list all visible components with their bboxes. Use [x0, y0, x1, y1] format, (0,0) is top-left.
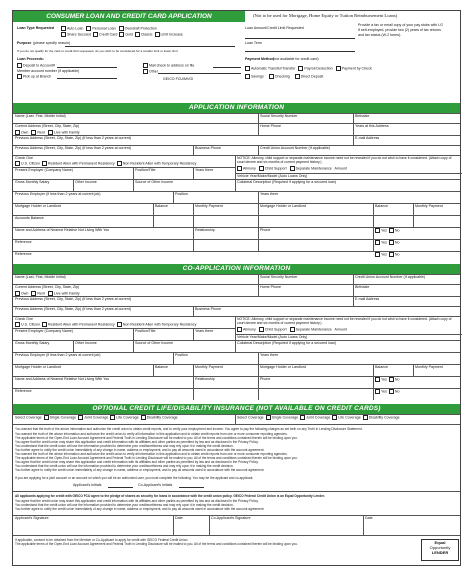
co-birthdate-label: Birthdate: [355, 285, 370, 289]
savings-checkbox[interactable]: [245, 74, 250, 79]
app-relatives-label: Name and Address of Nearest Relative Not Living With You: [15, 228, 110, 232]
co-mortgage-2-label: Mortgage Holder or Landlord: [260, 365, 306, 369]
coapplicant-signature-label: Co-Applicant's Signature: [211, 516, 251, 520]
app-yes-checkbox[interactable]: [375, 228, 380, 233]
app-alimony-checkbox[interactable]: [237, 166, 242, 171]
co-no-2-checkbox[interactable]: [389, 389, 394, 394]
app-balance-2-label: Balance: [375, 204, 388, 208]
co-other-income-label: Other Income: [75, 341, 97, 345]
co-type-label: Check One: [15, 317, 33, 321]
purpose-hint: (please specify reason): [33, 41, 71, 45]
co-relatives-label: Name and Address of Nearest Relative Not Living With You: [15, 377, 110, 381]
amount-field[interactable]: [245, 38, 355, 39]
payroll-checkbox[interactable]: [298, 66, 303, 71]
ins-app-row: Select Coverage Single Coverage Joint Coverage Life Coverage Disability Coverage: [15, 415, 178, 420]
other-checkbox[interactable]: [143, 69, 148, 74]
co-mortgage-label: Mortgage Holder or Landlord: [15, 365, 61, 369]
credit-card-checkbox[interactable]: [93, 32, 98, 37]
co-collateral-label: Collateral Description (Required if applying for a secured loan): [237, 341, 337, 345]
co-reference-label: Reference: [15, 389, 32, 393]
disclosure-para-8: You agree that the credit union may share this application and credit information with its affiliates and other parties as permitted by law and as disclosed in the Privacy Policy.: [15, 460, 259, 464]
app-monthly-label: Monthly Payment: [195, 204, 223, 208]
app-yes-no-2: Yes No: [375, 240, 399, 245]
footer-text: The applicable terms of the Open-End Loan Account Agreement and Federal Truth in Lending Disclosure will be mailed to you. All of the terms and conditions contained therein will be binding upon you.: [15, 542, 298, 546]
other-option: Other: [143, 69, 158, 74]
amount-label: Loan Amount/Credit Limit Requested: [245, 26, 304, 30]
pickup-checkbox[interactable]: [17, 74, 22, 79]
purpose-field[interactable]: [65, 46, 235, 47]
ins-co-joint-checkbox[interactable]: [300, 415, 305, 420]
app-yes-2-checkbox[interactable]: [375, 240, 380, 245]
co-sep-maint-checkbox[interactable]: [290, 327, 295, 332]
application-info-header: APPLICATION INFORMATION: [13, 103, 460, 113]
auto-transfer-checkbox[interactable]: [245, 66, 250, 71]
app-birthdate-label: Birthdate: [355, 114, 370, 118]
co-alimony-checkbox[interactable]: [237, 327, 242, 332]
mail-option: Mail check to address on file: [143, 63, 194, 68]
app-no-checkbox[interactable]: [389, 228, 394, 233]
co-alimony-row: Alimony Child Support Separate Maintenance Amount: [237, 327, 347, 332]
app-prev-address-2: Previous Address (Street, City, State, Zip) (If less than 2 years at current): [15, 146, 131, 150]
share-secured-checkbox[interactable]: [61, 32, 66, 37]
co-position-label: Position/Title: [135, 329, 156, 333]
co-address-label: Current Address (Street, City, State, Zip): [15, 285, 80, 289]
co-name-label: Name (Last, First, Middle Initial): [15, 275, 66, 279]
disclosure-para-2: The applicable terms of the Open-End Loan Account Agreement and Federal Truth in Lending Disclosure will be mailed to you. All of the terms and conditions contained therein will be binding upon you.: [15, 436, 298, 440]
signature-date-label: Date: [175, 516, 183, 520]
app-phone-label: Phone: [260, 228, 271, 232]
disclosure-para-5: You further agree to notify the credit union immediately of any change in name, address or employment, and to pay all amounts owed in accordance with the account agreement.: [15, 448, 265, 452]
ins-co-single-checkbox[interactable]: [266, 415, 271, 420]
check-payment-checkbox[interactable]: [336, 66, 341, 71]
co-years-label: Years there: [195, 329, 214, 333]
proceeds-label: Loan Proceeds:: [17, 57, 44, 61]
disclosure-para-4: You understand that the credit union will use the information provided to determine your creditworthiness and may rely upon it in making the credit decision.: [15, 444, 234, 448]
personal-loan-checkbox[interactable]: [86, 26, 91, 31]
app-own-rent: Own Rent Live with Family: [15, 130, 80, 135]
ins-co-disability-checkbox[interactable]: [363, 415, 368, 420]
app-yes-no: Yes No: [375, 228, 399, 233]
equal-housing-logo: Equal Opportunity LENDER: [421, 539, 459, 561]
co-cu-account-label: Credit Union Account Number (If applicable): [355, 275, 426, 279]
co-yes-checkbox[interactable]: [375, 377, 380, 382]
disclosure-para-7: The applicable terms of the Open-End Loan Account Agreement and Federal Truth in Lending Disclosure will be mailed to you. All of the terms and conditions contained therein will be binding upon you.: [15, 456, 298, 460]
co-type-opts: U.S. Citizen Resident Alien with Permanent Residency Non Resident Alien with Temporary Residency: [15, 322, 196, 327]
mail-checkbox[interactable]: [143, 63, 148, 68]
app-no-3-checkbox[interactable]: [389, 252, 394, 257]
pickup-option: Pick up at Branch: [17, 74, 51, 79]
app-reference-label: Reference: [15, 240, 32, 244]
app-collateral-label: Collateral Description (Required if applying for a secured loan): [237, 180, 337, 184]
coapplication-info-header: CO-APPLICATION INFORMATION: [13, 264, 460, 274]
applicant-initials-field[interactable]: [108, 487, 133, 488]
application-form: [12, 10, 461, 566]
co-prev-position-label: Position: [175, 353, 188, 357]
app-type-label: Check One: [15, 156, 33, 160]
disclosure-para-9: You understand that the credit union will use the information provided to determine your creditworthiness and may rely upon it in making the credit decision.: [15, 464, 234, 468]
term-field[interactable]: [245, 51, 355, 52]
co-vehicle-label: Vehicle Year/Make/Model (Auto Loans Only): [237, 335, 308, 339]
app-type-opts: U.S. Citizen Resident Alien with Permanent Residency Non Resident Alien with Temporary Residency: [15, 161, 196, 166]
mil-text-3: You understand that the credit union will use the information provided to determine your creditworthiness and may rely upon it in making the credit decision.: [15, 503, 234, 507]
app-cu-account-label: Credit Union Account Number (If applicable): [260, 146, 331, 150]
co-prev-address-label: Previous Address (Street, City, State, Zip) (If less than 2 years at current): [15, 297, 131, 301]
loan-type-label: Loan Type Requested: [17, 26, 55, 30]
app-address-label: Current Address (Street, City, State, Zip): [15, 124, 80, 128]
deposit-checkbox[interactable]: [17, 63, 22, 68]
co-citizen-checkbox[interactable]: [15, 322, 20, 327]
loan-type-row1: Auto Loan Personal Loan Overdraft Protection: [61, 26, 157, 31]
ins-co-life-checkbox[interactable]: [332, 415, 337, 420]
app-mortgage-label: Mortgage Holder or Landlord: [15, 204, 61, 208]
co-monthly-2-label: Monthly Payment: [415, 365, 443, 369]
app-yrs-label: Years at this Address: [355, 124, 389, 128]
app-home-phone-label: Home Phone: [260, 124, 281, 128]
disclosure-para-10: You further agree to notify the credit union immediately of any change in name, address or employment, and to pay all amounts owed in accordance with the account agreement.: [15, 468, 265, 472]
co-years-2-label: Years there: [260, 353, 279, 357]
app-resident-checkbox[interactable]: [42, 161, 47, 166]
gold-checkbox[interactable]: [119, 32, 124, 37]
co-yes-no: Yes No: [375, 377, 399, 382]
co-prev-address-2: Previous Address (Street, City, State, Zip) (If less than 2 years at current): [15, 307, 131, 311]
co-ssn-label: Social Security Number: [260, 275, 298, 279]
co-balance-2-label: Balance: [375, 365, 388, 369]
app-gross-label: Gross Monthly Salary: [15, 180, 50, 184]
co-employer-label: Present Employer (Company Name): [15, 329, 73, 333]
mil-text-2: You agree that the credit union may share this application and credit information with its affiliates and other parties as permitted by law and as disclosed in the Privacy Policy.: [15, 499, 259, 503]
mil-text: All applicants applying for credit with GEICO FCU agree to the pledge of shares as security for loans in accordance with the credit union policy. GEICO Federal Credit Union is an Equal Opportunity Lender.: [15, 494, 325, 498]
app-email-label: E-mail Address: [355, 136, 380, 140]
signature-date-2-label: Date: [365, 516, 373, 520]
header-note-3: and tax status (W-2 forms).: [358, 33, 402, 37]
app-monthly-2-label: Monthly Payment: [415, 204, 443, 208]
payment-hint: (not available for credit card): [273, 57, 319, 61]
overdraft-checkbox[interactable]: [119, 26, 124, 31]
direct-deposit-checkbox[interactable]: [295, 74, 300, 79]
co-yes-2-checkbox[interactable]: [375, 389, 380, 394]
classic-checkbox[interactable]: [135, 32, 140, 37]
co-nonresident-checkbox[interactable]: [117, 322, 122, 327]
other-field[interactable]: [158, 73, 241, 74]
ins-app-joint-checkbox[interactable]: [78, 415, 83, 420]
app-ssn-label: Social Security Number: [260, 114, 298, 118]
co-balance-label: Balance: [155, 365, 168, 369]
co-bus-phone-label: Business Phone: [195, 307, 221, 311]
co-resident-checkbox[interactable]: [42, 322, 47, 327]
co-notice: NOTICE: Alimony, child support or separate maintenance income need not be revealed if you do not wish to have it considered. (Attach copy of court decree and six months of current payment history.): [237, 317, 452, 325]
app-prev-address-label: Previous Address (Street, City, State, Zip) (If less than 2 years at current): [15, 136, 131, 140]
co-source-label: Source of Other Income: [135, 341, 174, 345]
branch-field[interactable]: [57, 78, 117, 79]
coapp-mil-text: If applicable, consent to be obtained from the Member or Co-Applicant to apply for credit with GEICO Federal Credit Union.: [15, 538, 189, 542]
payment-label: Payment Method: [245, 57, 274, 61]
co-gross-label: Gross Monthly Salary: [15, 341, 50, 345]
disclosure-para-6: You warrant the truth of the above information and authorize the credit union to verify all information in this application and to obtain credit reports from one or more consumer reporting agencies.: [15, 452, 288, 456]
co-child-support-checkbox[interactable]: [259, 327, 264, 332]
payment-opts-row2: Savings Checking Direct Deposit: [245, 74, 323, 79]
limit-increase-checkbox[interactable]: [155, 32, 160, 37]
deposit-account-field[interactable]: [57, 67, 117, 68]
app-alimony-row: Alimony Child Support Separate Maintenance Amount: [237, 166, 347, 171]
co-prev-employer-label: Previous Employer (if less than 2 years at current job): [15, 353, 101, 357]
co-relationship-label: Relationship: [195, 377, 215, 381]
applicant-initials-label: Applicant's Initials: [73, 483, 102, 487]
checking-checkbox[interactable]: [269, 74, 274, 79]
co-yes-no-2: Yes No: [375, 389, 399, 394]
co-monthly-label: Monthly Payment: [195, 365, 223, 369]
app-accts-label: Accounts Balance: [15, 216, 44, 220]
applicant-signature-label: Applicant's Signature: [15, 516, 49, 520]
disclosure-para-intro: You warrant that the truth of the above information and authorize the credit union to obtain credit reports, and to verify your employment and income. You agree to pay the following charges as set forth on any Truth in Lending Disclosure Statement.: [15, 427, 363, 431]
app-vehicle-label: Vehicle Year/Make/Model (Auto Loans Only): [237, 174, 308, 178]
ins-app-life-checkbox[interactable]: [110, 415, 115, 420]
app-yes-3-checkbox[interactable]: [375, 252, 380, 257]
auto-loan-checkbox[interactable]: [61, 26, 66, 31]
app-employer-label: Present Employer (Company Name): [15, 168, 73, 172]
header-note-2: If self-employed, provide two (2) years of tax returns: [358, 28, 441, 32]
mil-text-4: You further agree to notify the credit union immediately of any change in name, address or employment, and to pay all amounts owed in accordance with the account agreement.: [15, 507, 265, 511]
payment-opts-row1: Automatic Transfer/Transfer Payroll Deduction Payment by Check: [245, 66, 372, 71]
ins-co-row: Select Coverage Single Coverage Joint Coverage Life Coverage Disability Coverage: [237, 415, 400, 420]
disclosure-para-1: You warrant the truth of the above information and authorize the credit union to verify all information in this application and to obtain credit reports from one or more consumer reporting agencies.: [15, 432, 288, 436]
ins-app-single-checkbox[interactable]: [44, 415, 49, 420]
co-home-phone-label: Home Phone: [260, 285, 281, 289]
app-other-income-label: Other Income: [75, 180, 97, 184]
app-prev-employer-label: Previous Employer (if less than 2 years at current job): [15, 192, 101, 196]
ins-app-disability-checkbox[interactable]: [141, 415, 146, 420]
form-title: CONSUMER LOAN AND CREDIT CARD APPLICATION: [13, 11, 245, 22]
app-nonresident-checkbox[interactable]: [117, 161, 122, 166]
co-own-rent: Own Rent Live with Family: [15, 291, 80, 296]
disclosure-para-3: You agree that the credit union may share this application and credit information with its affiliates and other parties as permitted by law and as disclosed in the Privacy Policy.: [15, 440, 259, 444]
app-balance-label: Balance: [155, 204, 168, 208]
purpose-label: Purpose: [17, 41, 32, 45]
co-email-label: E-mail Address: [355, 297, 380, 301]
app-source-label: Source of Other Income: [135, 180, 174, 184]
loan-type-row2: Share Secured Credit Card Gold Classic Limit Increase: [61, 32, 183, 37]
coapplicant-initials-field[interactable]: [179, 487, 204, 488]
member-acct: Member account number (if applicable): [17, 69, 80, 73]
mail-field[interactable]: [213, 67, 241, 68]
app-notice: NOTICE: Alimony, child support or separate maintenance income need not be revealed if you do not wish to have it considered. (Attach copy of court decree and six months of current payment history.): [237, 156, 452, 164]
app-no-2-checkbox[interactable]: [389, 240, 394, 245]
app-relationship-label: Relationship: [195, 228, 215, 232]
app-prev-position-label: Position: [175, 192, 188, 196]
insurance-header: OPTIONAL CREDIT LIFE/DISABILITY INSURANCE (NOT AVAILABLE ON CREDIT CARDS): [13, 404, 460, 414]
header-note-1: Provide a fax or email copy of your pay stubs with LG: [358, 23, 443, 27]
form-note: (Not to be used for Mortgage, Home Equity or Tuition Reimbursement Loans): [253, 13, 398, 18]
app-reference-2-label: Reference: [15, 252, 32, 256]
proceeds-hint: If you do not qualify for the card or credit limit requested, do you wish to be considered for a smaller limit or lower limit: [17, 49, 178, 53]
app-years-2-label: Years there: [260, 192, 279, 196]
co-no-checkbox[interactable]: [389, 377, 394, 382]
app-position-label: Position/Title: [135, 168, 156, 172]
app-bus-phone-label: Business Phone: [195, 146, 221, 150]
app-mortgage-2-label: Mortgage Holder or Landlord: [260, 204, 306, 208]
proceeds-footer: GEICO FCU/MVGI: [163, 77, 194, 81]
term-label: Loan Term: [245, 41, 262, 45]
deposit-option: Deposit to Account#: [17, 63, 55, 68]
app-yes-no-3: Yes No: [375, 252, 399, 257]
app-child-support-checkbox[interactable]: [259, 166, 264, 171]
app-sep-maint-checkbox[interactable]: [290, 166, 295, 171]
app-years-label: Years there: [195, 168, 214, 172]
co-phone-label: Phone: [260, 377, 271, 381]
coapplicant-initials-label: Co-Applicant's Initials: [138, 483, 173, 487]
app-citizen-checkbox[interactable]: [15, 161, 20, 166]
app-name-label: Name (Last, First, Middle Initial): [15, 114, 66, 118]
initials-line: If you are applying for a joint account or an account on which you will be an authorized user, you must complete the following. You may be the applicant and co-applicant.: [15, 476, 254, 480]
